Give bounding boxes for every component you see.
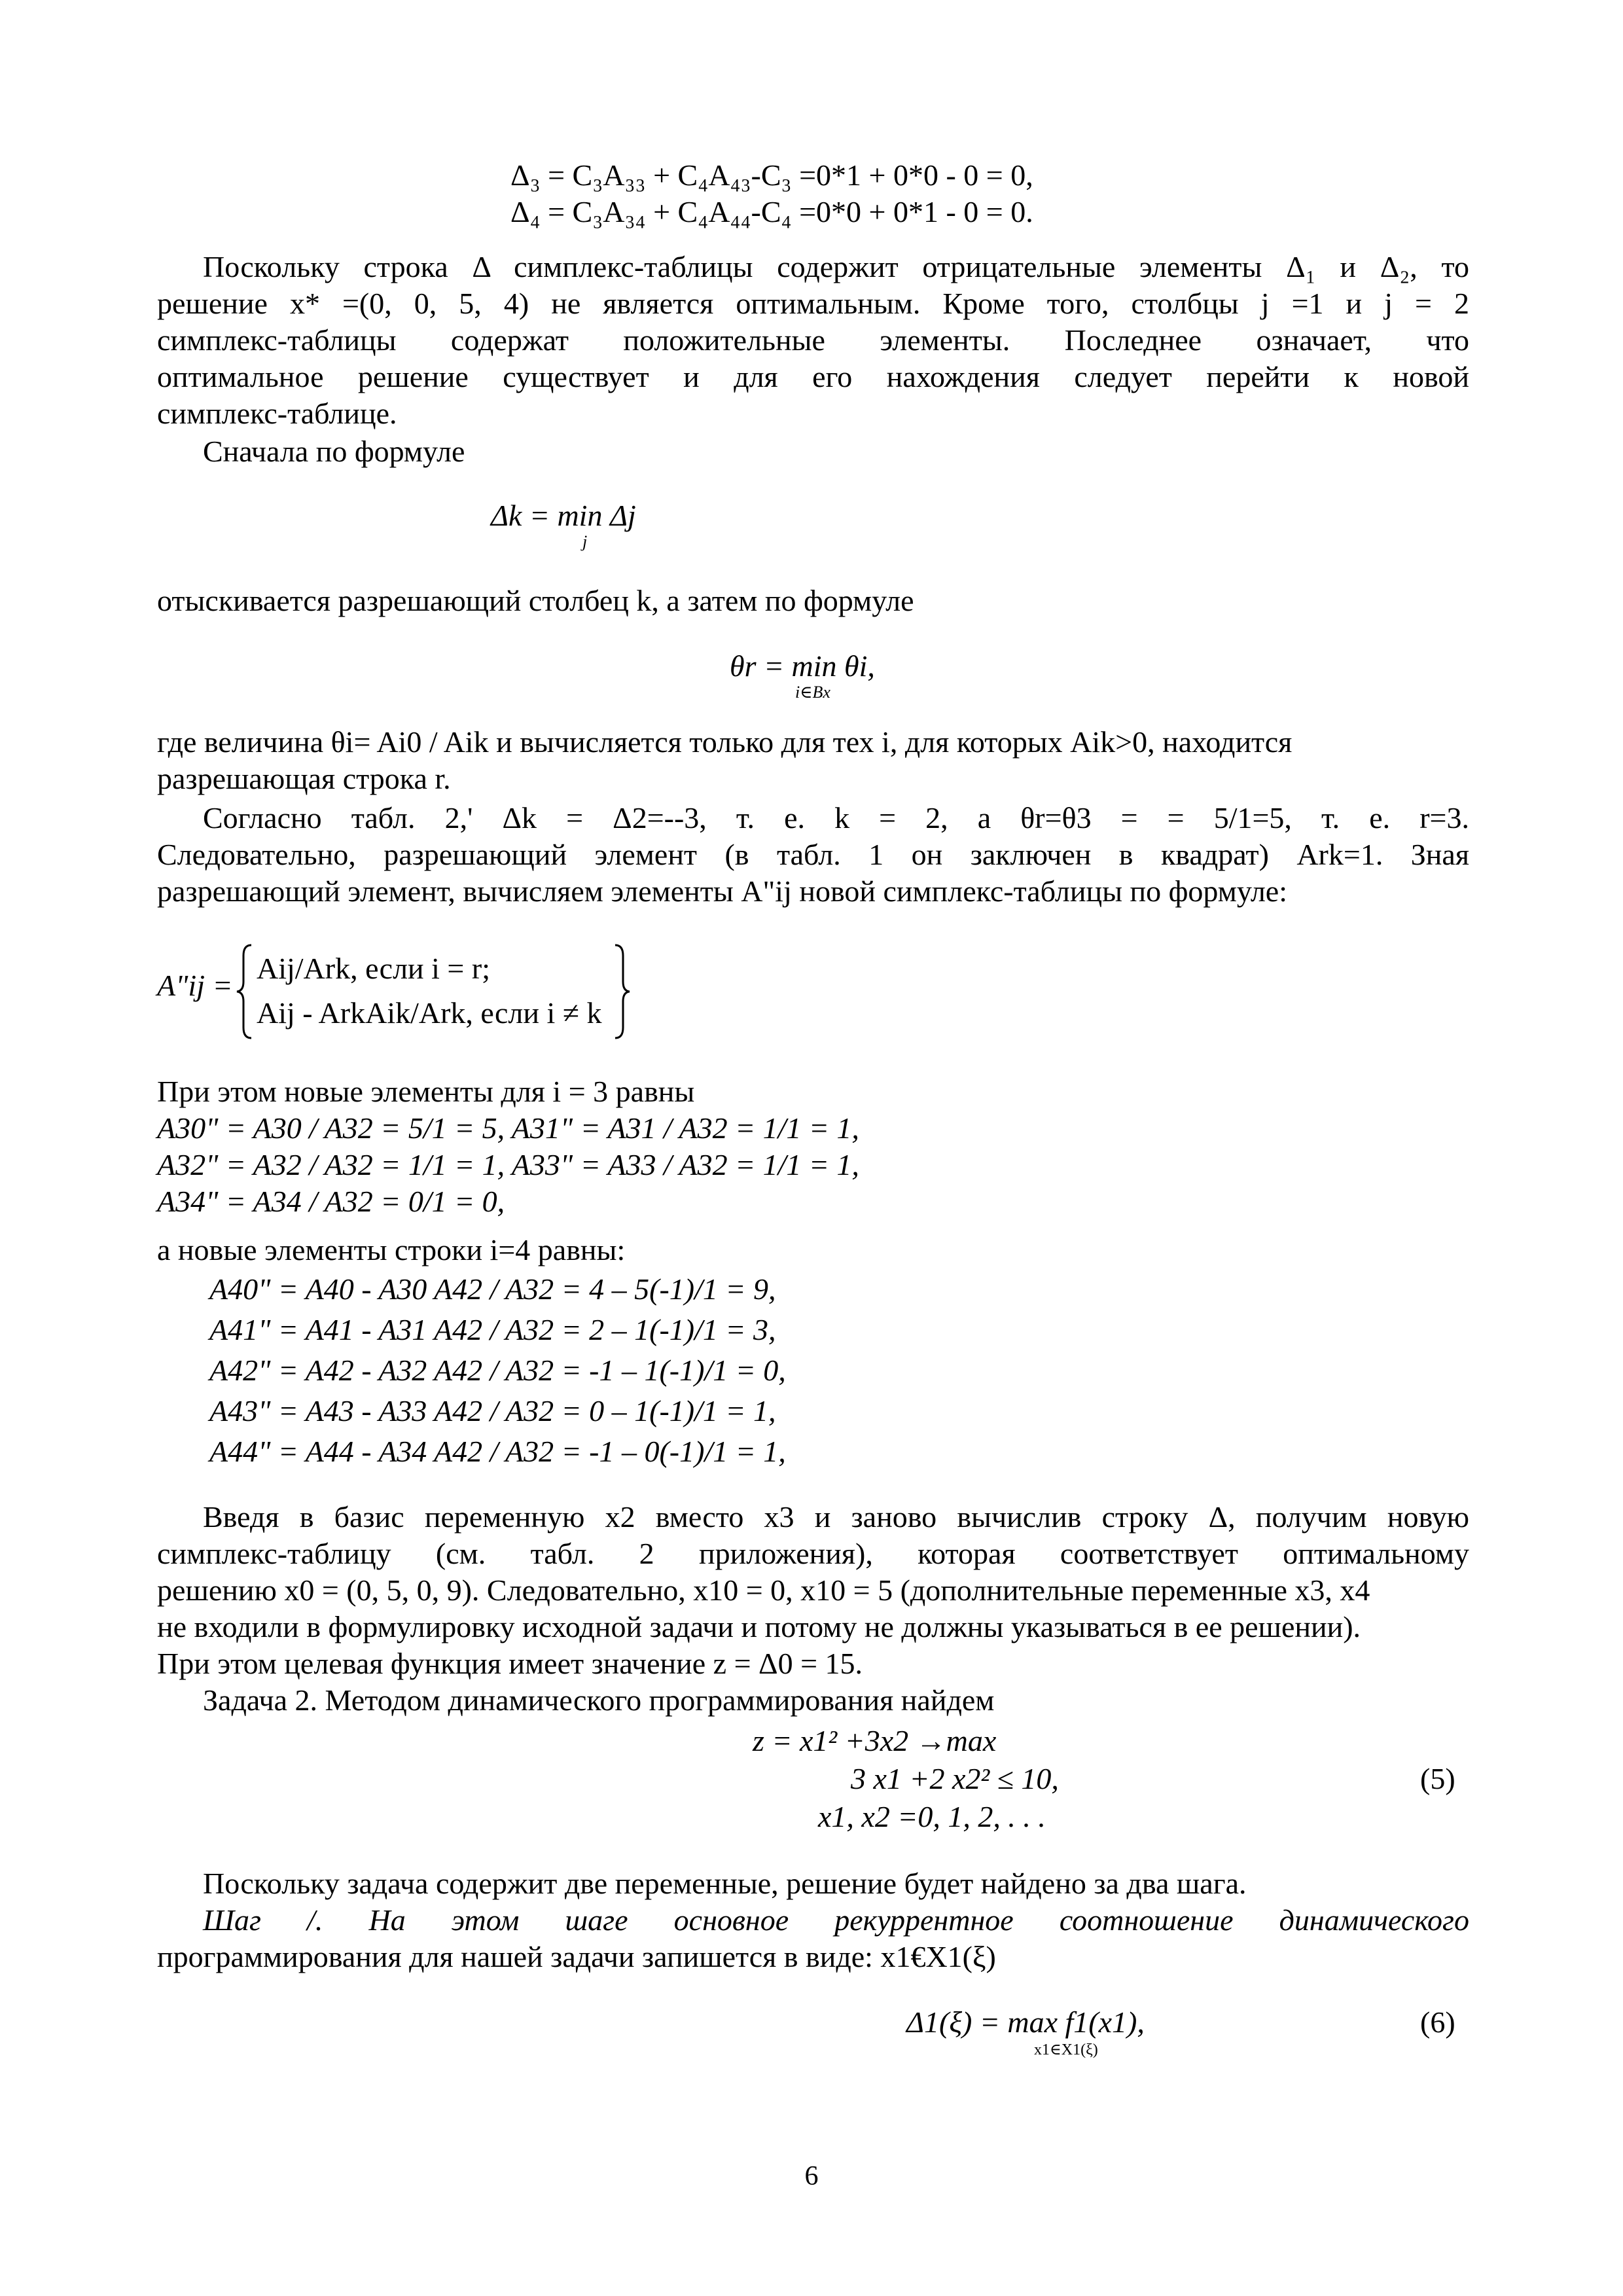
para-11-line-1: Шаг /. На этом шаге основное рекуррентное соотношение динамического <box>203 1903 1469 1937</box>
delta-4-formula <box>510 194 1033 230</box>
elements-row-6: A42" = A42 - A32 A42 / A32 = -1 – 1(-1)/1 = 0, <box>209 1354 786 1387</box>
para-9: Задача 2. Методом динамического программирования найдем <box>203 1683 995 1717</box>
para-6: При этом новые элементы для i = 3 равны <box>157 1075 695 1108</box>
formula-theta-sub: i∈Bx <box>795 683 830 702</box>
brace-case-2: Aij - ArkAik/Ark, если i ≠ k <box>257 996 602 1030</box>
para-8-line-2: симплекс-таблицу (см. табл. 2 приложения), которая соответствует оптимальному <box>157 1537 1469 1570</box>
formula-delta-k-sub: j <box>582 532 588 551</box>
para-5-line-2: Следовательно, разрешающий элемент (в табл. 1 он заключен в квадрат) Ark=1. Зная <box>157 838 1469 871</box>
delta-3-formula <box>510 157 1033 194</box>
elements-row-1: A30" = A30 / A32 = 5/1 = 5, A31" = A31 / A32 = 1/1 = 1, <box>157 1111 859 1145</box>
system-line-2: 3 x1 +2 x2² ≤ 10, <box>851 1762 1059 1795</box>
para-7: а новые элементы строки i=4 равны: <box>157 1233 626 1266</box>
delta-4-text: Δ₄ = C₃A₃₄ + C₄A₄₄-C₄ =0*0 + 0*1 - 0 = 0. <box>510 195 1033 228</box>
equation-number-6: (6) <box>1420 2005 1455 2039</box>
para-2: Сначала по формуле <box>203 435 465 468</box>
formula-delta-k: Δk = min Δj <box>491 499 636 532</box>
para-11-line-2: программирования для нашей задачи запишется в виде: x1€X1(ξ) <box>157 1940 996 1973</box>
para-1-line-1: Поскольку строка Δ симплекс-таблицы содержит отрицательные элементы Δ₁ и Δ₂, то <box>203 250 1469 283</box>
para-5-line-3: разрешающий элемент, вычисляем элементы A"ij новой симплекс-таблицы по формуле: <box>157 874 1287 908</box>
para-8-line-4: не входили в формулировку исходной задачи и потому не должны указываться в ее решении). <box>157 1610 1361 1643</box>
para-8-line-3: решению x0 = (0, 5, 0, 9). Следовательно, x10 = 0, x10 = 5 (дополнительные переменные x3, x4 <box>157 1573 1370 1607</box>
formula-theta: θr = min θi, <box>730 649 875 683</box>
page-number: 6 <box>804 2161 819 2191</box>
elements-row-2: A32" = A32 / A32 = 1/1 = 1, A33" = A33 / A32 = 1/1 = 1, <box>157 1148 859 1181</box>
elements-row-8: A44" = A44 - A34 A42 / A32 = -1 – 0(-1)/1 = 1, <box>209 1435 786 1468</box>
para-5-line-1: Согласно табл. 2,' Δk = Δ2=--3, т. е. k = 2, а θr=θ3 = = 5/1=5, т. е. r=3. <box>203 801 1469 834</box>
para-10: Поскольку задача содержит две переменные, решение будет найдено за два шага. <box>203 1867 1247 1900</box>
para-8-line-5: При этом целевая функция имеет значение z = Δ0 = 15. <box>157 1647 863 1680</box>
elements-row-7: A43" = A43 - A33 A42 / A32 = 0 – 1(-1)/1 = 1, <box>209 1394 776 1427</box>
para-8-line-1: Введя в базис переменную x2 вместо x3 и заново вычислив строку Δ, получим новую <box>203 1500 1469 1534</box>
system-line-1: z = x1² +3x2 →max <box>753 1724 997 1757</box>
para-3: отыскивается разрешающий столбец k, а затем по формуле <box>157 584 914 617</box>
right-brace-icon <box>611 942 631 1041</box>
para-4-line-1: где величина θi= Ai0 / Aik и вычисляется только для тех i, для которых Aik>0, находится <box>157 725 1293 759</box>
delta-3-text: Δ₃ = C₃A₃₃ + C₄A₄₃-C₃ =0*1 + 0*0 - 0 = 0, <box>510 158 1033 192</box>
para-4-line-2: разрешающая строка r. <box>157 762 451 795</box>
brace-lhs: A"ij = <box>157 969 233 1002</box>
para-1-line-5: симплекс-таблице. <box>157 397 397 430</box>
formula-6: Δ1(ξ) = max f1(x1), <box>906 2005 1145 2039</box>
elements-row-3: A34" = A34 / A32 = 0/1 = 0, <box>157 1185 505 1218</box>
para-1-line-4: оптимальное решение существует и для его нахождения следует перейти к новой <box>157 360 1469 393</box>
para-1-line-2: решение x* =(0, 0, 5, 4) не является оптимальным. Кроме того, столбцы j =1 и j = 2 <box>157 287 1469 320</box>
left-brace-icon <box>236 942 255 1041</box>
elements-row-4: A40" = A40 - A30 A42 / A32 = 4 – 5(-1)/1 = 9, <box>209 1272 776 1306</box>
para-1-line-3: симплекс-таблицы содержат положительные элементы. Последнее означает, что <box>157 323 1469 357</box>
formula-6-sub: x1∈X1(ξ) <box>1034 2041 1098 2058</box>
system-line-3: x1, x2 =0, 1, 2, . . . <box>818 1800 1046 1833</box>
brace-case-1: Aij/Ark, если i = r; <box>257 952 490 985</box>
equation-number-5: (5) <box>1420 1762 1455 1795</box>
elements-row-5: A41" = A41 - A31 A42 / A32 = 2 – 1(-1)/1 = 3, <box>209 1313 776 1346</box>
